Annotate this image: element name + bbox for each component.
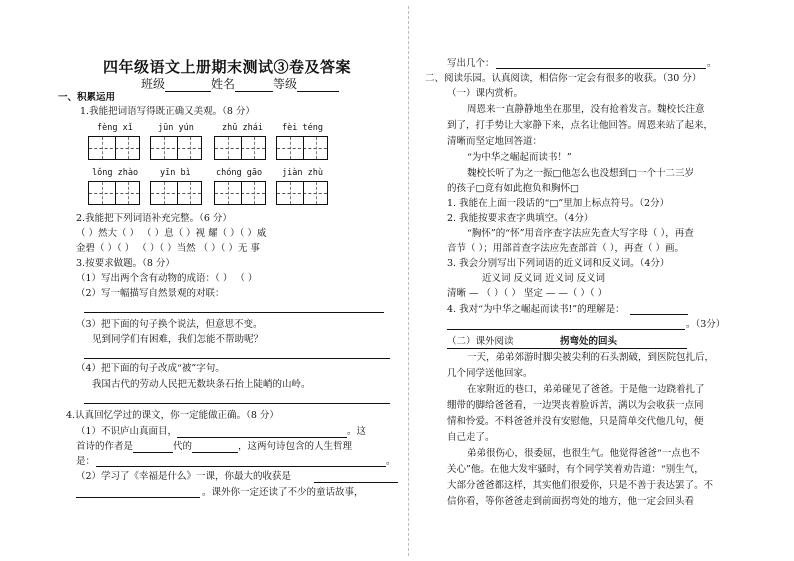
name-field[interactable] (235, 81, 273, 92)
q4-item2-b: 。课外你一定还读了不少的童话故事， (202, 487, 364, 498)
answer-line[interactable] (314, 482, 398, 483)
r-q3-head: 近义词 反义词 近义词 反义词 (482, 273, 606, 284)
q4-item1-b: 。这 (347, 426, 367, 437)
q3-text: 3.按要求做题。（8 分） (76, 258, 175, 269)
passage-line: 清晰而坚定地回答道： (447, 136, 543, 147)
story-line: 情和怜爱。不料爸爸并没有安慰他，只是简单交代他几句，便 (447, 416, 704, 427)
pinyin-1: fèng xǐ (97, 123, 133, 133)
student-info-line (141, 75, 339, 92)
r-q3-line1: 清晰 — （ ）（ ） 坚定 — —（ ）（ ） (447, 288, 608, 299)
q4-item1-e: ，这两句诗包含的人生哲理 (238, 441, 353, 452)
pinyin-5: lǒng zhào (92, 168, 139, 178)
q4-item1-line2 (76, 441, 352, 453)
period: 。 (386, 456, 396, 467)
story-line: 在家附近的巷口，弟弟碰见了爸爸。于是他一边跷着扎了 (467, 384, 705, 395)
answer-line[interactable] (76, 497, 200, 498)
section1-heading: 一、积累运用 (58, 92, 116, 103)
r-q2-line1: “胸怀”的“怀”用音序查字法应先查大写字母（ ），再查 (467, 228, 694, 239)
answer-line[interactable] (84, 312, 384, 313)
r-q4-end: 。（3分） (686, 319, 726, 330)
r-q2: 2. 我能按要求查字典填空。（4分） (447, 213, 594, 224)
q4-item2-a: （2）学习了《幸福是什么》一课，你最大的收获是 (76, 471, 292, 482)
q2-text: 2.我能把下列词语补充完整。（6 分） (76, 213, 232, 224)
period: 。 (707, 58, 717, 69)
q3-item4: （4）把下面的句子改成“被”字句。 (76, 363, 225, 374)
answer-line[interactable] (96, 466, 386, 467)
r-q2-line2: 音节（ ）；用部首查字法应先查部首（ ），再查（ ）画。 (447, 243, 685, 254)
q4-item1-c: 首诗的作者是 (76, 441, 134, 452)
answer-line[interactable] (447, 329, 685, 330)
page-title: 四年级语文上册期末测试③卷及答案 (103, 58, 352, 76)
writing-grid[interactable] (214, 181, 266, 205)
answer-line[interactable] (630, 314, 688, 315)
passage-line: 到了，打手势让大家静下来，点名让他回答。周恩来站了起来， (447, 120, 714, 131)
passage-line: 周恩来一直静静地坐在那里，没有抢着发言。魏校长注意 (467, 104, 705, 115)
q4-item1-line3 (76, 456, 95, 468)
answer-line[interactable] (496, 68, 706, 69)
story-line: 几个同学送他回家。 (447, 368, 533, 379)
q4-text: 4.认真回忆学过的课文，你一定能做正确。（8 分） (66, 410, 279, 421)
story-line: 自己走了。 (447, 432, 495, 443)
q3-item3-sentence: 见到同学们有困难，我们怎能不帮助呢？ (92, 334, 264, 345)
grade-field[interactable] (297, 81, 339, 92)
title-underline (447, 348, 687, 349)
pinyin-3: zhǔ zhái (222, 123, 263, 133)
name-label: 姓名 (211, 77, 236, 91)
story-line: 信你看，等你爸爸走到前面拐弯处的地方，他一定会回头看 (447, 496, 695, 507)
story-line: 弟弟很伤心，很委屈，也很生气。他觉得爸爸“一点也不 (467, 448, 700, 459)
grade-label: 等级 (273, 77, 298, 91)
q3-item4-sentence: 我国古代的劳动人民把无数块条石抬上陡峭的山岭。 (92, 379, 311, 390)
part2-label: （二）课外阅读 (447, 336, 514, 347)
q4-item1-line1 (76, 426, 366, 438)
story-line: 大部分爸爸都这样，其实他们很爱你，只是不善于表达罢了。不 (447, 480, 714, 491)
writing-grid[interactable] (150, 181, 202, 205)
pinyin-6: yīn bì (160, 168, 191, 178)
pinyin-2: jūn yún (158, 123, 194, 133)
passage-quote: “为中华之崛起而读书！” (467, 152, 572, 163)
writing-grid[interactable] (276, 181, 328, 205)
q3-item1: （1）写出两个含有动物的成语：（ ） （ ） (76, 273, 258, 284)
q4-item1-d: 代的 (173, 441, 193, 452)
r-q3: 3. 我会分别写出下列词语的近义词和反义词。（4分） (447, 258, 670, 269)
writing-grid[interactable] (88, 181, 140, 205)
answer-blank[interactable] (133, 442, 173, 453)
story-line: 一天，弟弟郊游时脚尖被尖利的石头割破，到医院包扎后， (467, 352, 715, 363)
pinyin-8: jiàn zhù (282, 168, 323, 178)
answer-blank[interactable] (192, 442, 238, 453)
passage-line: 的孩子□竟有如此抱负和胸怀□ (447, 183, 579, 194)
writing-grid[interactable] (150, 136, 202, 160)
answer-blank[interactable] (177, 427, 347, 438)
q3-item3: （3）把下面的句子换个说法，但意思不变。 (76, 319, 263, 330)
writing-grid[interactable] (88, 136, 140, 160)
cont-line: 写出几个： (447, 58, 495, 69)
story-line: 绷带的脚给爸爸看，一边哭丧着脸诉苦，满以为会收获一点同 (447, 400, 704, 411)
part1-label: （一）课内赏析。 (447, 88, 524, 99)
writing-grid[interactable] (276, 136, 328, 160)
q4-item1-a: （1）不识庐山真面目， (76, 426, 178, 437)
writing-grid[interactable] (214, 136, 266, 160)
class-field[interactable] (165, 81, 211, 92)
answer-line[interactable] (84, 358, 390, 359)
q2-line1: （ ）然大（ ） （ ）息（ ）视 耀（ ）（ ）威 (76, 228, 267, 239)
q3-item2: （2）写一幅描写自然景观的对联： (76, 288, 225, 299)
passage-line: 魏校长听了为之一振□他怎么也没想到□一个十二三岁 (467, 168, 694, 179)
story-title: 拐弯处的回头 (560, 336, 618, 347)
answer-line[interactable] (84, 403, 390, 404)
class-label: 班级 (141, 77, 166, 91)
r-q4: 4. 我对“为中华之崛起而读书!”的理解是： (447, 304, 625, 315)
pinyin-4: fèi téng (282, 123, 323, 133)
pinyin-7: chóng gāo (216, 168, 263, 178)
column-divider (408, 6, 409, 556)
q1-text: 1.我能把词语写得既正确又美观。（8 分） (80, 106, 255, 117)
r-q1: 1. 我能在上面一段话的“□”里加上标点符号。（2分） (447, 198, 670, 209)
q2-line2: 金碧（ ）（ ） （ ）（ ）当然 （ ）（ ）无 事 (76, 243, 260, 254)
section2-heading: 二、阅读乐园。认真阅读，相信你一定会有很多的收获。（30 分） (425, 73, 702, 84)
q4-item1-f: 是： (76, 456, 96, 467)
story-line: 关心”他。在他大发牢骚时，有个同学笑着劝告道：“别生气， (447, 464, 704, 475)
